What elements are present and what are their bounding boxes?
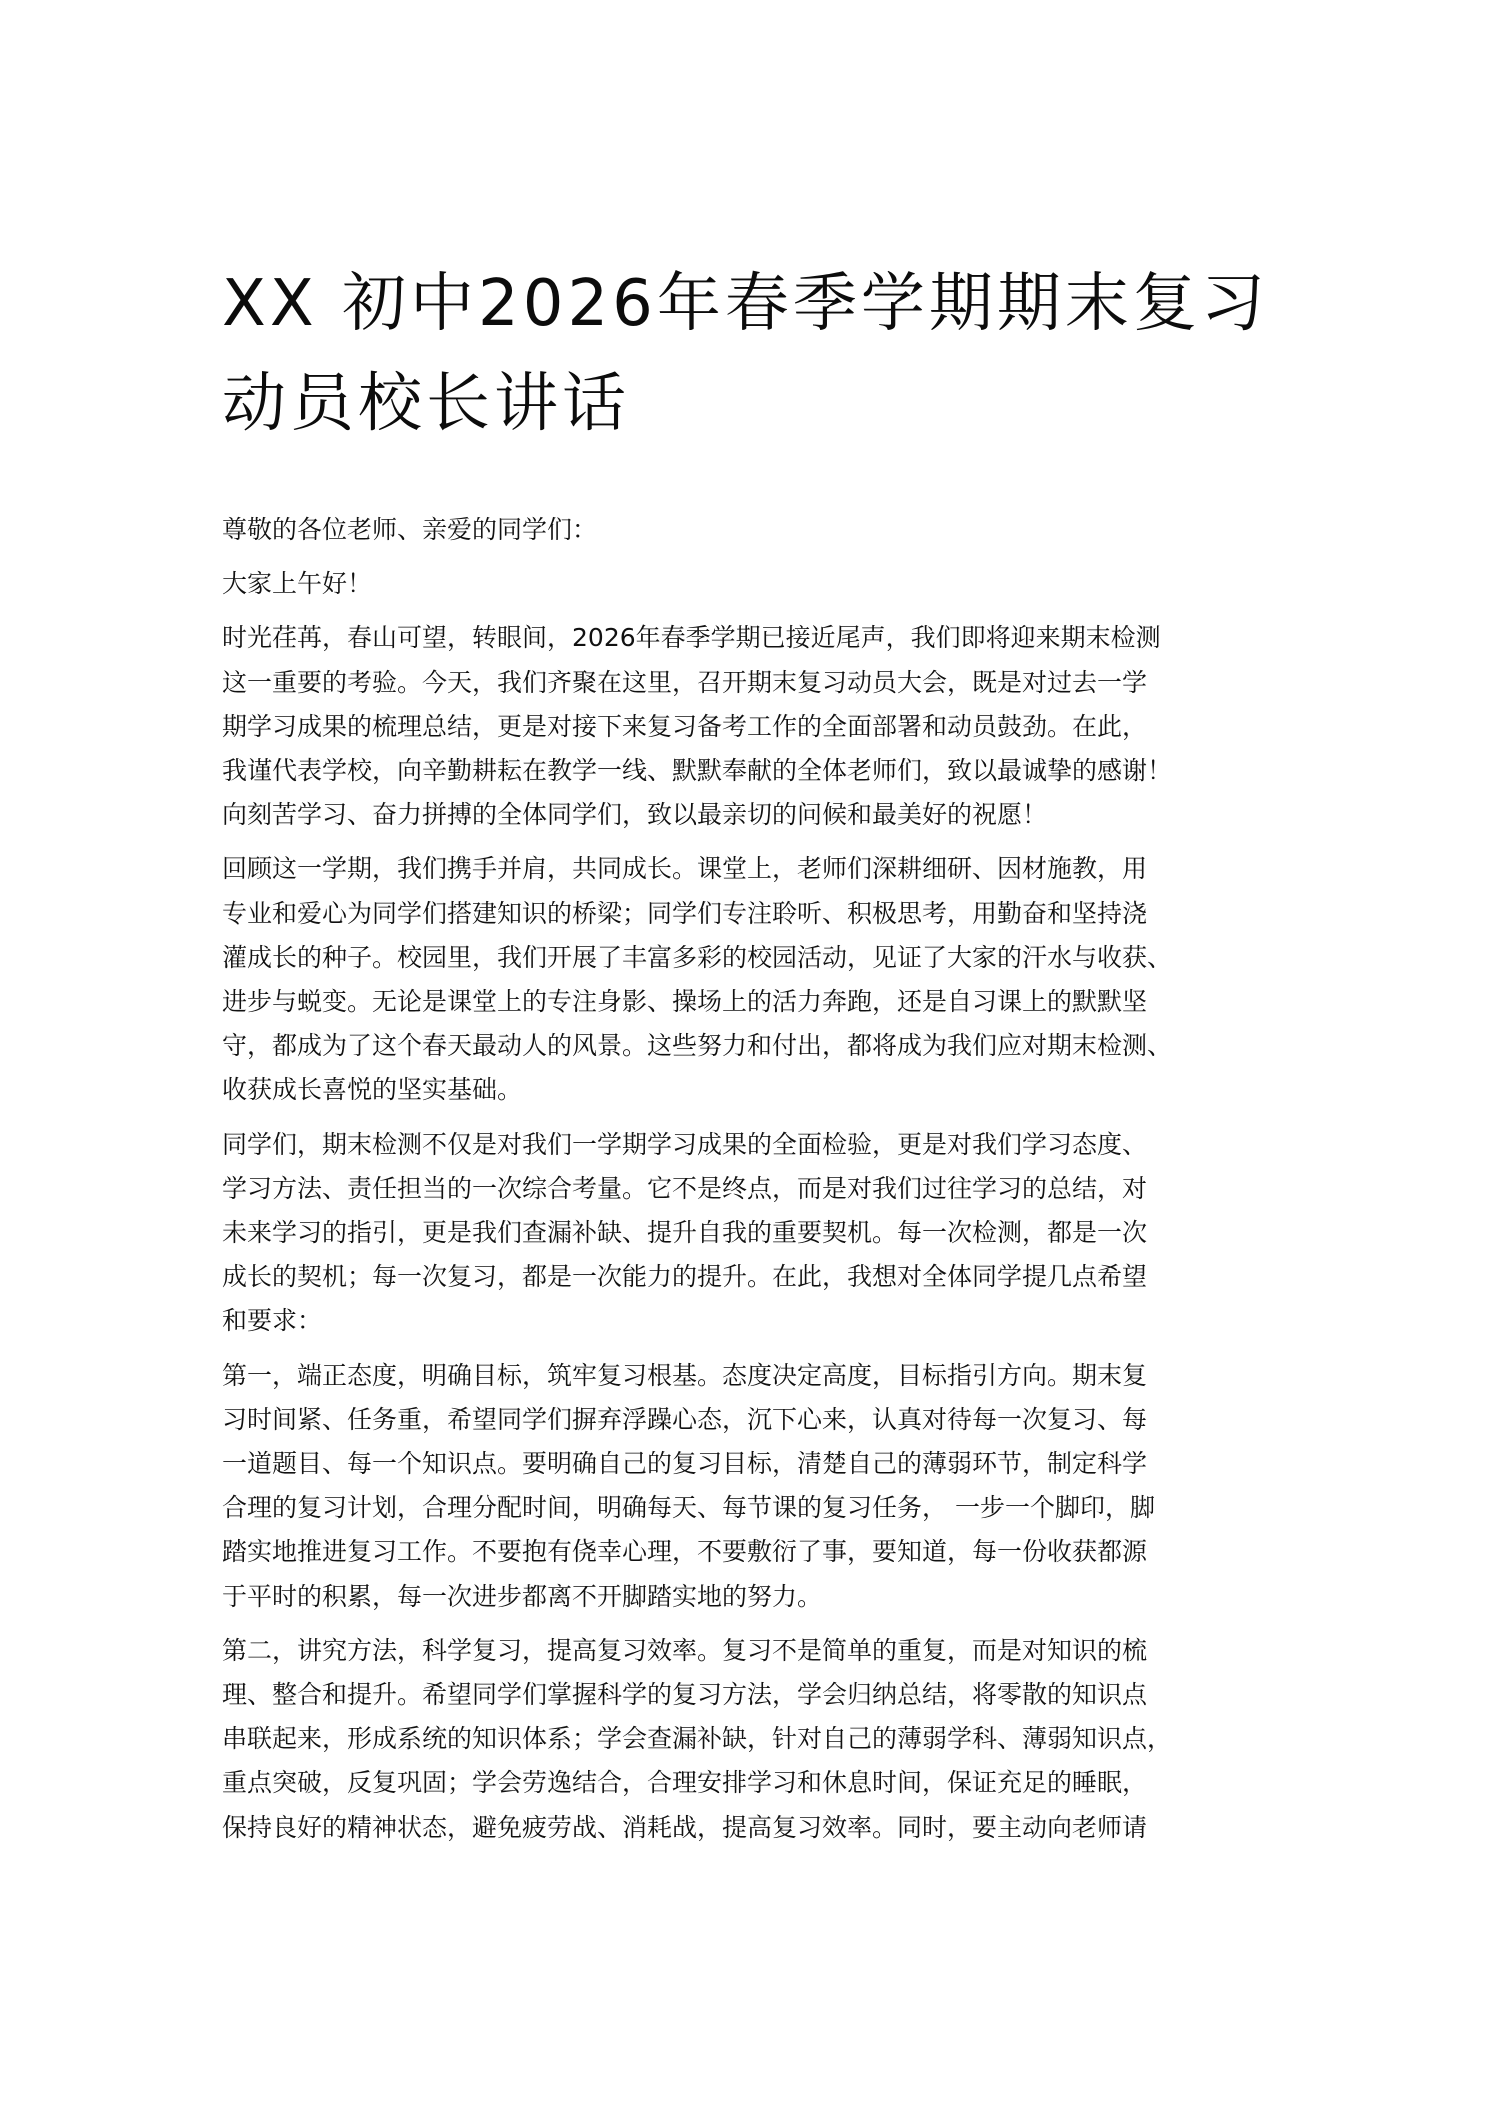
body-paragraph [222, 616, 1304, 837]
text-line: 回顾这一学期，我们携手并肩，共同成长。课堂上，老师们深耕细研、因材施教，用 [222, 854, 1148, 884]
text-line: 第一，端正态度，明确目标，筑牢复习根基。态度决定高度，目标指引方向。期末复 [222, 1360, 1148, 1390]
text-line: 重点突破，反复巩固；学会劳逸结合，合理安排学习和休息时间，保证充足的睡眠， [222, 1768, 1148, 1798]
title-line-1: XX 初中2026年春季学期期末复习 [222, 267, 1269, 341]
text-line: 守，都成为了这个春天最动人的风景。这些努力和付出，都将成为我们应对期末检测、 [222, 1031, 1173, 1061]
text-line: 保持良好的精神状态，避免疲劳战、消耗战，提高复习效率。同时，要主动向老师请 [222, 1812, 1148, 1842]
text-line: 一道题目、每一个知识点。要明确自己的复习目标，清楚自己的薄弱环节，制定科学 [222, 1449, 1148, 1479]
body-paragraph [222, 847, 1304, 1112]
text-line: 大家上午好！ [222, 569, 373, 599]
text-line: 未来学习的指引，更是我们查漏补缺、提升自我的重要契机。每一次检测，都是一次 [222, 1218, 1148, 1248]
text-line: 这一重要的考验。今天，我们齐聚在这里，召开期末复习动员大会，既是对过去一学 [222, 667, 1148, 697]
greeting-paragraph [222, 562, 1304, 606]
text-line: 向刻苦学习、奋力拼搏的全体同学们，致以最亲切的问候和最美好的祝愿！ [222, 800, 1048, 830]
text-line: 成长的契机；每一次复习，都是一次能力的提升。在此，我想对全体同学提几点希望 [222, 1262, 1148, 1292]
text-line: 合理的复习计划，合理分配时间，明确每天、每节课的复习任务， 一步一个脚印，脚 [222, 1493, 1155, 1523]
text-line: 尊敬的各位老师、亲爱的同学们： [222, 515, 598, 544]
text-line: 理、整合和提升。希望同学们掌握科学的复习方法，学会归纳总结，将零散的知识点 [222, 1680, 1148, 1710]
body-paragraph [222, 1354, 1304, 1619]
text-line: 第二，讲究方法，科学复习，提高复习效率。复习不是简单的重复，而是对知识的梳 [222, 1635, 1148, 1665]
salutation-paragraph [222, 508, 1304, 552]
text-line: 灌成长的种子。校园里，我们开展了丰富多彩的校园活动，见证了大家的汗水与收获、 [222, 942, 1173, 972]
text-line: 串联起来，形成系统的知识体系；学会查漏补缺，针对自己的薄弱学科、薄弱知识点， [222, 1724, 1173, 1754]
text-line: 时光荏苒，春山可望，转眼间，2026年春季学期已接近尾声，我们即将迎来期末检测 [222, 623, 1161, 653]
body-paragraph [222, 1123, 1304, 1344]
text-line: 和要求： [222, 1306, 323, 1336]
document-body [222, 508, 1304, 1860]
text-line: 踏实地推进复习工作。不要抱有侥幸心理，不要敷衍了事，要知道，每一份收获都源 [222, 1537, 1148, 1567]
text-line: 习时间紧、任务重，希望同学们摒弃浮躁心态，沉下心来，认真对待每一次复习、每 [222, 1404, 1148, 1434]
text-line: 于平时的积累，每一次进步都离不开脚踏实地的努力。 [222, 1581, 823, 1611]
text-line: 同学们，期末检测不仅是对我们一学期学习成果的全面检验，更是对我们学习态度、 [222, 1129, 1148, 1159]
text-line: 专业和爱心为同学们搭建知识的桥梁；同学们专注聆听、积极思考，用勤奋和坚持浇 [222, 898, 1148, 928]
text-line: 期学习成果的梳理总结，更是对接下来复习备考工作的全面部署和动员鼓劲。在此， [222, 711, 1148, 741]
text-line: 进步与蜕变。无论是课堂上的专注身影、操场上的活力奔跑，还是自习课上的默默坚 [222, 987, 1148, 1017]
text-line: 收获成长喜悦的坚实基础。 [222, 1075, 523, 1105]
document-title [222, 254, 1302, 454]
text-line: 我谨代表学校，向辛勤耕耘在教学一线、默默奉献的全体老师们，致以最诚挚的感谢！ [222, 756, 1173, 786]
body-paragraph [222, 1629, 1304, 1850]
title-line-2: 动员校长讲话 [222, 367, 630, 441]
text-line: 学习方法、责任担当的一次综合考量。它不是终点，而是对我们过往学习的总结，对 [222, 1173, 1148, 1203]
